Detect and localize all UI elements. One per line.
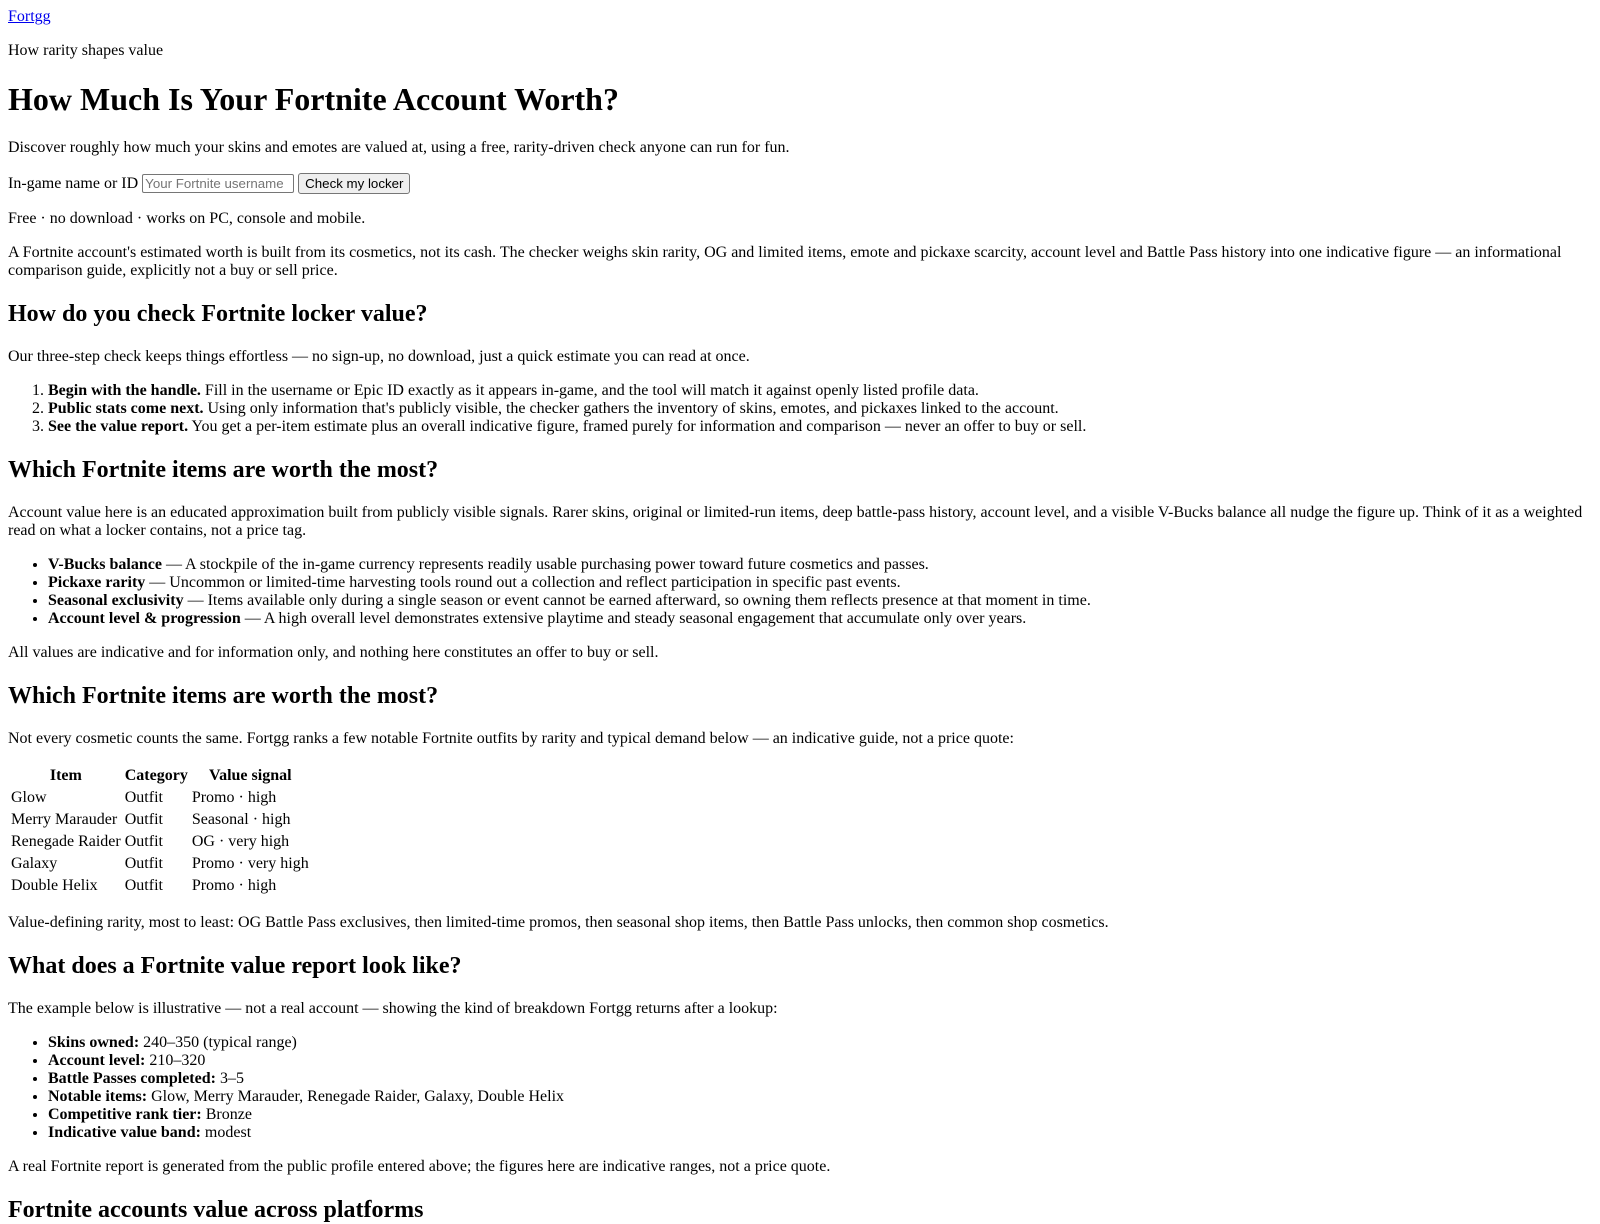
report-stat xyxy=(48,1106,1592,1124)
table-row xyxy=(10,854,310,874)
table-row xyxy=(10,810,310,830)
category-cell: Outfit xyxy=(124,833,163,850)
stat-value: modest xyxy=(200,1124,252,1141)
report-stats-list xyxy=(8,1034,1592,1142)
factor-text: — Uncommon or limited-time harvesting tools round out a collection and reflect participation in specific past events. xyxy=(145,574,901,591)
items-table xyxy=(8,764,312,898)
factors-list xyxy=(8,556,1592,628)
factor-item xyxy=(48,610,1592,628)
disclaimer: All values are indicative and for information only, and nothing here constitutes an offer to buy or sell. xyxy=(8,644,659,661)
factor-text: — A high overall level demonstrates extensive playtime and steady seasonal engagement that accumulate only over years. xyxy=(240,610,1027,627)
step-title: Begin with the handle. xyxy=(48,382,201,399)
step-item xyxy=(48,400,1592,418)
item-cell: Galaxy xyxy=(11,855,58,872)
category-cell: Outfit xyxy=(124,789,163,806)
section-lead-check: Our three-step check keeps things effortless — no sign-up, no download, just a quick estimate you can read at once. xyxy=(8,348,750,365)
section-lead-items: Not every cosmetic counts the same. Fortgg ranks a few notable Fortnite outfits by rarity and typical demand below — an indicative guide, not a price quote: xyxy=(8,730,1014,747)
factor-text: — Items available only during a single season or event cannot be earned afterward, so owning them reflects presence at that moment in time. xyxy=(183,592,1091,609)
username-input[interactable] xyxy=(142,174,294,193)
lookup-form xyxy=(8,173,1592,194)
factor-item xyxy=(48,574,1592,592)
step-item xyxy=(48,382,1592,400)
stat-title: Account level: xyxy=(48,1052,146,1069)
rarity-note: Value-defining rarity, most to least: OG Battle Pass exclusives, then limited-time promos, then seasonal shop items, then Battle Pass unlocks, then common shop cosmetics. xyxy=(8,914,1109,931)
brand-link[interactable]: Fortgg xyxy=(8,8,51,25)
username-label: In-game name or ID xyxy=(8,175,139,192)
item-cell: Renegade Raider xyxy=(11,833,121,850)
step-item xyxy=(48,418,1592,436)
form-note: Free · no download · works on PC, console and mobile. xyxy=(8,210,366,227)
factor-title: V-Bucks balance xyxy=(48,556,162,573)
step-title: See the value report. xyxy=(48,418,189,435)
item-cell: Glow xyxy=(11,789,47,806)
intro-paragraph: A Fortnite account's estimated worth is built from its cosmetics, not its cash. The checker weighs skin rarity, OG and limited items, emote and pickaxe scarcity, account level and Battle Pass history into one indicative figure — an informational comparison guide, explicitly not a buy or sell price. xyxy=(8,244,1562,279)
report-stat xyxy=(48,1070,1592,1088)
item-cell: Merry Marauder xyxy=(11,811,118,828)
tagline: How rarity shapes value xyxy=(8,42,164,59)
table-row xyxy=(10,876,310,896)
report-stat xyxy=(48,1034,1592,1052)
stat-value: 3–5 xyxy=(215,1070,244,1087)
section-heading-report: What does a Fortnite value report look like? xyxy=(8,953,462,979)
stat-value: 210–320 xyxy=(145,1052,206,1069)
step-text: You get a per-item estimate plus an overall indicative figure, framed purely for information and comparison — never an offer to buy or sell. xyxy=(188,418,1087,435)
value-signal-cell: Promo · high xyxy=(191,877,277,894)
value-signal-cell: OG · very high xyxy=(191,833,290,850)
check-locker-button[interactable]: Check my locker xyxy=(298,173,410,194)
item-cell: Double Helix xyxy=(11,877,98,894)
category-cell: Outfit xyxy=(124,811,163,828)
value-signal-cell: Promo · high xyxy=(191,789,277,806)
report-footnote: A real Fortnite report is generated from the public profile entered above; the figures here are indicative ranges, not a price quote. xyxy=(8,1158,831,1175)
stat-value: Bronze xyxy=(201,1106,252,1123)
stat-value: 240–350 (typical range) xyxy=(139,1034,297,1051)
factor-title: Seasonal exclusivity xyxy=(48,592,184,609)
value-signal-cell: Promo · very high xyxy=(191,855,309,872)
step-title: Public stats come next. xyxy=(48,400,204,417)
factor-item xyxy=(48,556,1592,574)
stat-value: Glow, Merry Marauder, Renegade Raider, Galaxy, Double Helix xyxy=(147,1088,565,1105)
factor-title: Pickaxe rarity xyxy=(48,574,146,591)
column-header: Category xyxy=(124,767,188,784)
column-header: Value signal xyxy=(208,767,292,784)
stat-title: Competitive rank tier: xyxy=(48,1106,202,1123)
column-header: Item xyxy=(49,767,82,784)
factor-title: Account level & progression xyxy=(48,610,241,627)
value-signal-cell: Seasonal · high xyxy=(191,811,291,828)
table-row xyxy=(10,832,310,852)
stat-title: Indicative value band: xyxy=(48,1124,201,1141)
report-stat xyxy=(48,1124,1592,1142)
category-cell: Outfit xyxy=(124,855,163,872)
section-heading-platforms: Fortnite accounts value across platforms xyxy=(8,1197,424,1223)
report-stat xyxy=(48,1088,1592,1106)
section-heading-worth: Which Fortnite items are worth the most? xyxy=(8,457,439,483)
stat-title: Skins owned: xyxy=(48,1034,140,1051)
hero-subtitle: Discover roughly how much your skins and emotes are valued at, using a free, rarity-driven check anyone can run for fun. xyxy=(8,139,790,156)
page-title: How Much Is Your Fortnite Account Worth? xyxy=(8,81,619,117)
section-heading-items: Which Fortnite items are worth the most? xyxy=(8,683,439,709)
section-lead-report: The example below is illustrative — not a real account — showing the kind of breakdown Fortgg returns after a lookup: xyxy=(8,1000,778,1017)
factor-item xyxy=(48,592,1592,610)
section-heading-check: How do you check Fortnite locker value? xyxy=(8,301,428,327)
table-row xyxy=(10,788,310,808)
brand xyxy=(8,8,1592,26)
step-text: Using only information that's publicly visible, the checker gathers the inventory of skins, emotes, and pickaxes linked to the account. xyxy=(203,400,1059,417)
steps-list xyxy=(8,382,1592,436)
report-stat xyxy=(48,1052,1592,1070)
table-header-row xyxy=(10,766,310,786)
section-lead-worth: Account value here is an educated approximation built from publicly visible signals. Rarer skins, original or limited-run items, deep battle-pass history, account level, and a visible V-Bucks balance all nudge the figure up. Think of it as a weighted read on what a locker contains, not a price tag. xyxy=(8,504,1583,539)
category-cell: Outfit xyxy=(124,877,163,894)
factor-text: — A stockpile of the in-game currency represents readily usable purchasing power toward future cosmetics and passes. xyxy=(161,556,929,573)
stat-title: Battle Passes completed: xyxy=(48,1070,216,1087)
step-text: Fill in the username or Epic ID exactly as it appears in-game, and the tool will match it against openly listed profile data. xyxy=(200,382,979,399)
page xyxy=(0,8,1600,1224)
stat-title: Notable items: xyxy=(48,1088,148,1105)
